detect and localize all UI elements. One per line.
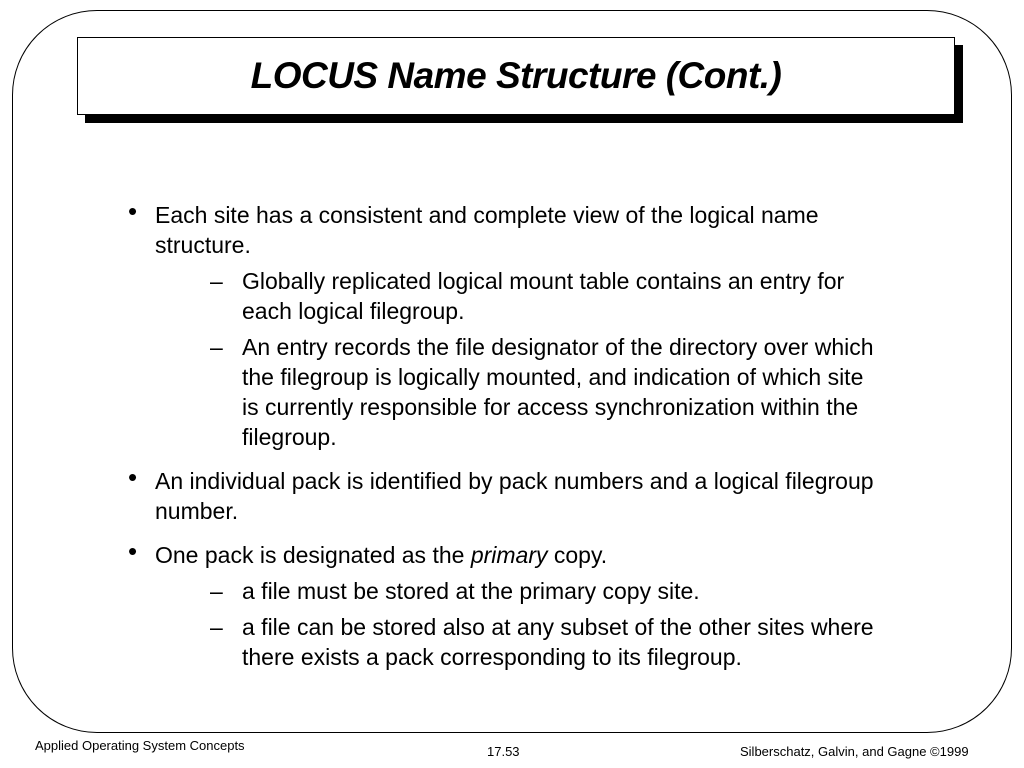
bullet-mark: • [128, 462, 138, 492]
footer-book-title: Applied Operating System Concepts [35, 738, 245, 753]
bullet-item [125, 536, 885, 672]
sub-bullet-item [155, 266, 885, 326]
bullet-mark: • [128, 196, 138, 226]
sub-bullet-item [155, 612, 885, 672]
bullet-mark: • [128, 536, 138, 566]
sub-bullet-mark: – [210, 268, 223, 294]
bullet-text-after: copy. [547, 542, 608, 568]
sub-bullet-text: An entry records the file designator of the directory over which the filegroup is logically mounted, and indication of which site is currently responsible for access synchronization within the filegroup. [242, 334, 874, 450]
sub-bullet-item [155, 332, 885, 452]
sub-bullet-mark: – [210, 578, 223, 604]
sub-bullet-text: Globally replicated logical mount table contains an entry for each logical filegroup. [242, 268, 845, 324]
bullet-item [125, 196, 885, 452]
bullet-text: An individual pack is identified by pack numbers and a logical filegroup number. [155, 468, 874, 524]
sub-bullet-item [155, 576, 885, 606]
sub-bullet-mark: – [210, 334, 223, 360]
bullet-list [125, 196, 885, 672]
slide-title: LOCUS Name Structure (Cont.) [250, 55, 782, 96]
bullet-item [125, 462, 885, 526]
sub-bullet-text: a file must be stored at the primary copy site. [242, 578, 700, 604]
bullet-text-emphasis: primary [470, 542, 548, 568]
footer-page-number: 17.53 [487, 744, 520, 759]
sub-bullet-text: a file can be stored also at any subset of the other sites where there exists a pack corresponding to its filegroup. [242, 614, 874, 670]
footer-copyright: Silberschatz, Galvin, and Gagne ©1999 [740, 744, 969, 759]
title-box [77, 37, 955, 115]
bullet-text: Each site has a consistent and complete view of the logical name structure. [155, 202, 819, 258]
sub-bullet-mark: – [210, 614, 223, 640]
bullet-text-before: One pack is designated as the [155, 542, 471, 568]
